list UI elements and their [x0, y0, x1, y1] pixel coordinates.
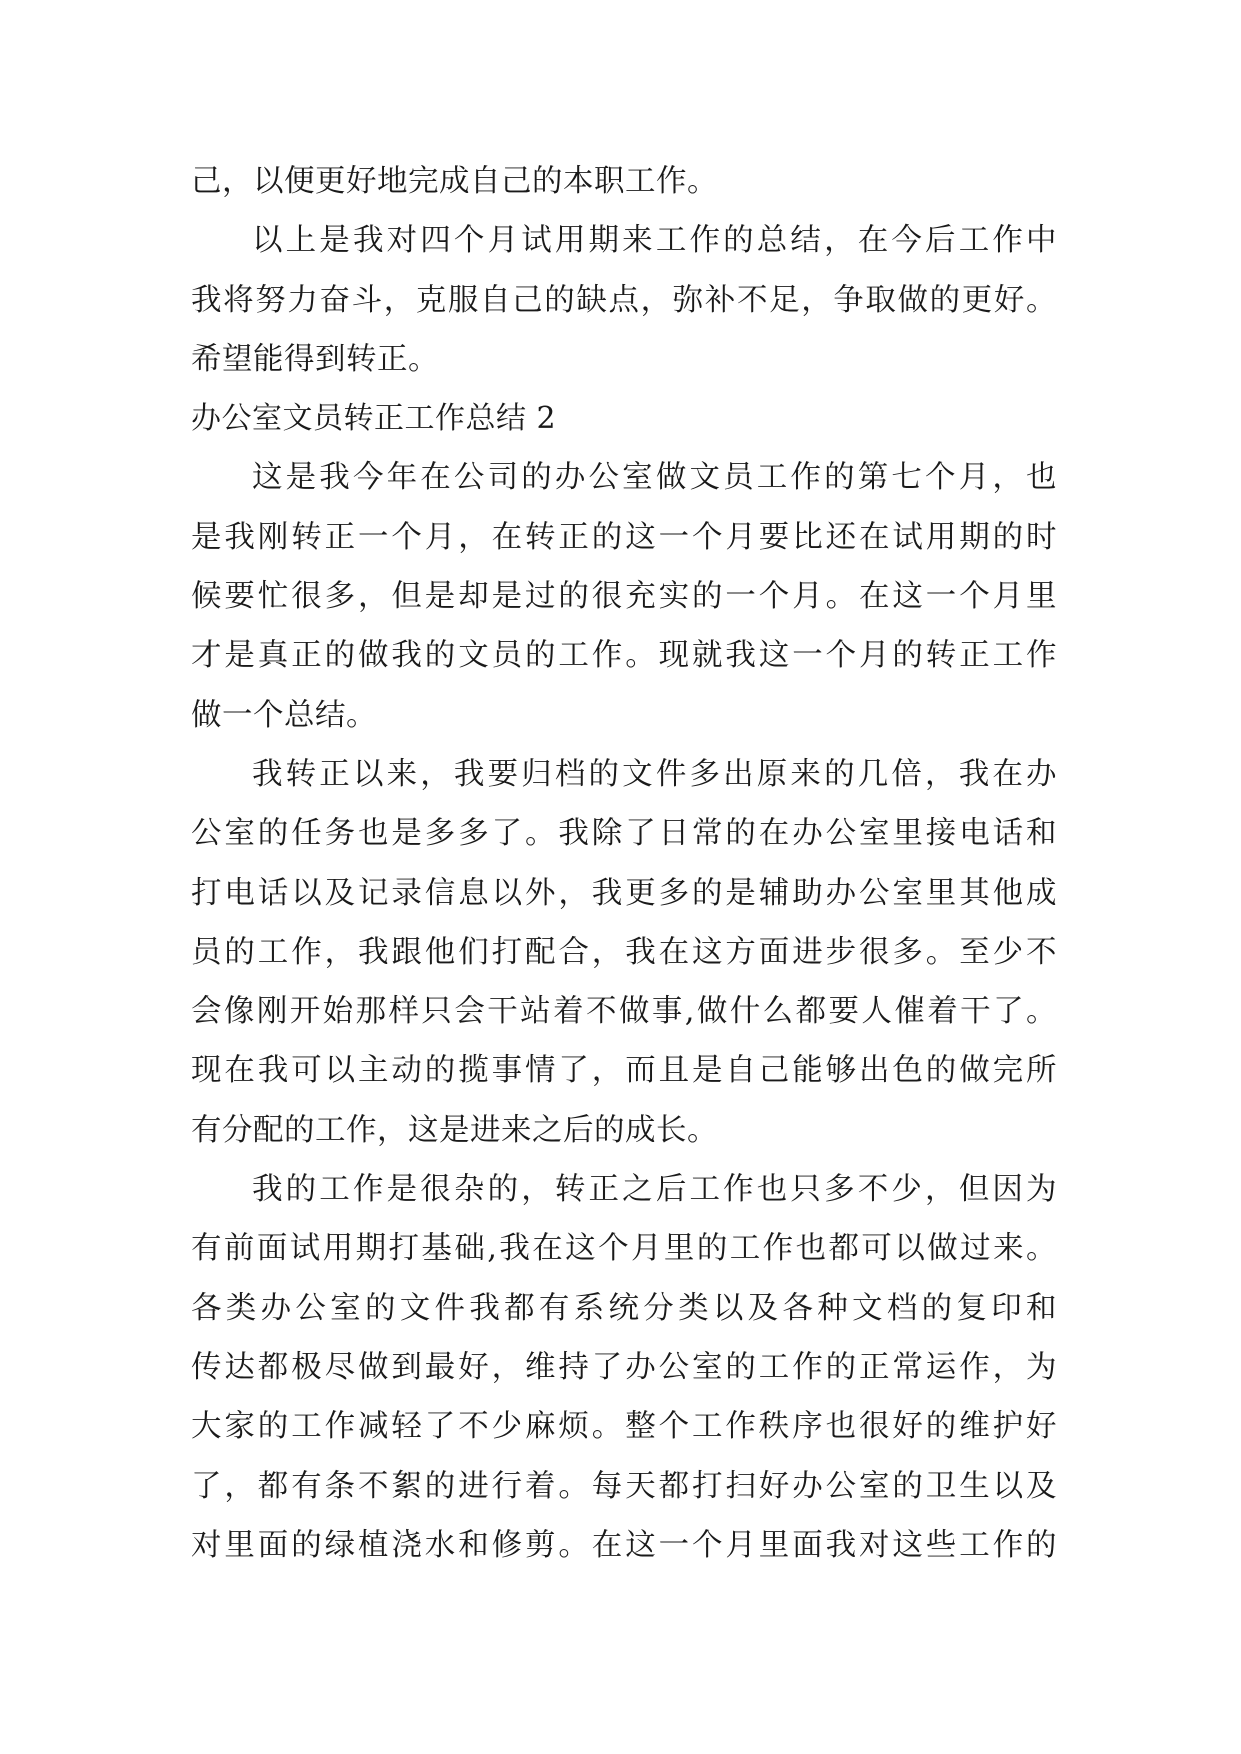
text-line: 对里面的绿植浇水和修剪。在这一个月里面我对这些工作的	[191, 1527, 1057, 1563]
text-line: 才是真正的做我的文员的工作。现就我这一个月的转正工作	[191, 638, 1057, 674]
text-line: 做一个总结。	[191, 697, 377, 733]
text-line: 有分配的工作，这是进来之后的成长。	[191, 1112, 718, 1148]
paragraph-first-line: 以上是我对四个月试用期来工作的总结，在今后工作中	[252, 223, 1057, 259]
text-line: 有前面试用期打基础,我在这个月里的工作也都可以做过来。	[191, 1231, 1057, 1267]
text-line: 各类办公室的文件我都有系统分类以及各种文档的复印和	[191, 1290, 1057, 1326]
text-line: 会像刚开始那样只会干站着不做事,做什么都要人催着干了。	[191, 994, 1057, 1030]
text-line: 希望能得到转正。	[191, 341, 439, 377]
text-line: 现在我可以主动的揽事情了，而且是自己能够出色的做完所	[191, 1053, 1057, 1089]
paragraph-first-line: 这是我今年在公司的办公室做文员工作的第七个月，也	[252, 460, 1057, 496]
text-line: 大家的工作减轻了不少麻烦。整个工作秩序也很好的维护好	[191, 1409, 1057, 1445]
section-heading: 办公室文员转正工作总结 2	[191, 401, 557, 437]
paragraph-first-line: 我的工作是很杂的，转正之后工作也只多不少，但因为	[252, 1172, 1057, 1208]
text-line: 我将努力奋斗，克服自己的缺点，弥补不足，争取做的更好。	[191, 282, 1057, 318]
text-line: 候要忙很多，但是却是过的很充实的一个月。在这一个月里	[191, 579, 1057, 615]
paragraph-first-line: 我转正以来，我要归档的文件多出原来的几倍，我在办	[252, 756, 1057, 792]
text-line: 是我刚转正一个月，在转正的这一个月要比还在试用期的时	[191, 519, 1057, 555]
document-body	[191, 152, 1057, 1575]
text-line: 员的工作，我跟他们打配合，我在这方面进步很多。至少不	[191, 934, 1057, 970]
text-line: 了，都有条不絮的进行着。每天都打扫好办公室的卫生以及	[191, 1468, 1057, 1504]
text-line: 公室的任务也是多多了。我除了日常的在办公室里接电话和	[191, 816, 1057, 852]
text-line: 传达都极尽做到最好，维持了办公室的工作的正常运作，为	[191, 1349, 1057, 1385]
text-line: 己，以便更好地完成自己的本职工作。	[191, 164, 718, 199]
text-line: 打电话以及记录信息以外，我更多的是辅助办公室里其他成	[191, 875, 1057, 911]
